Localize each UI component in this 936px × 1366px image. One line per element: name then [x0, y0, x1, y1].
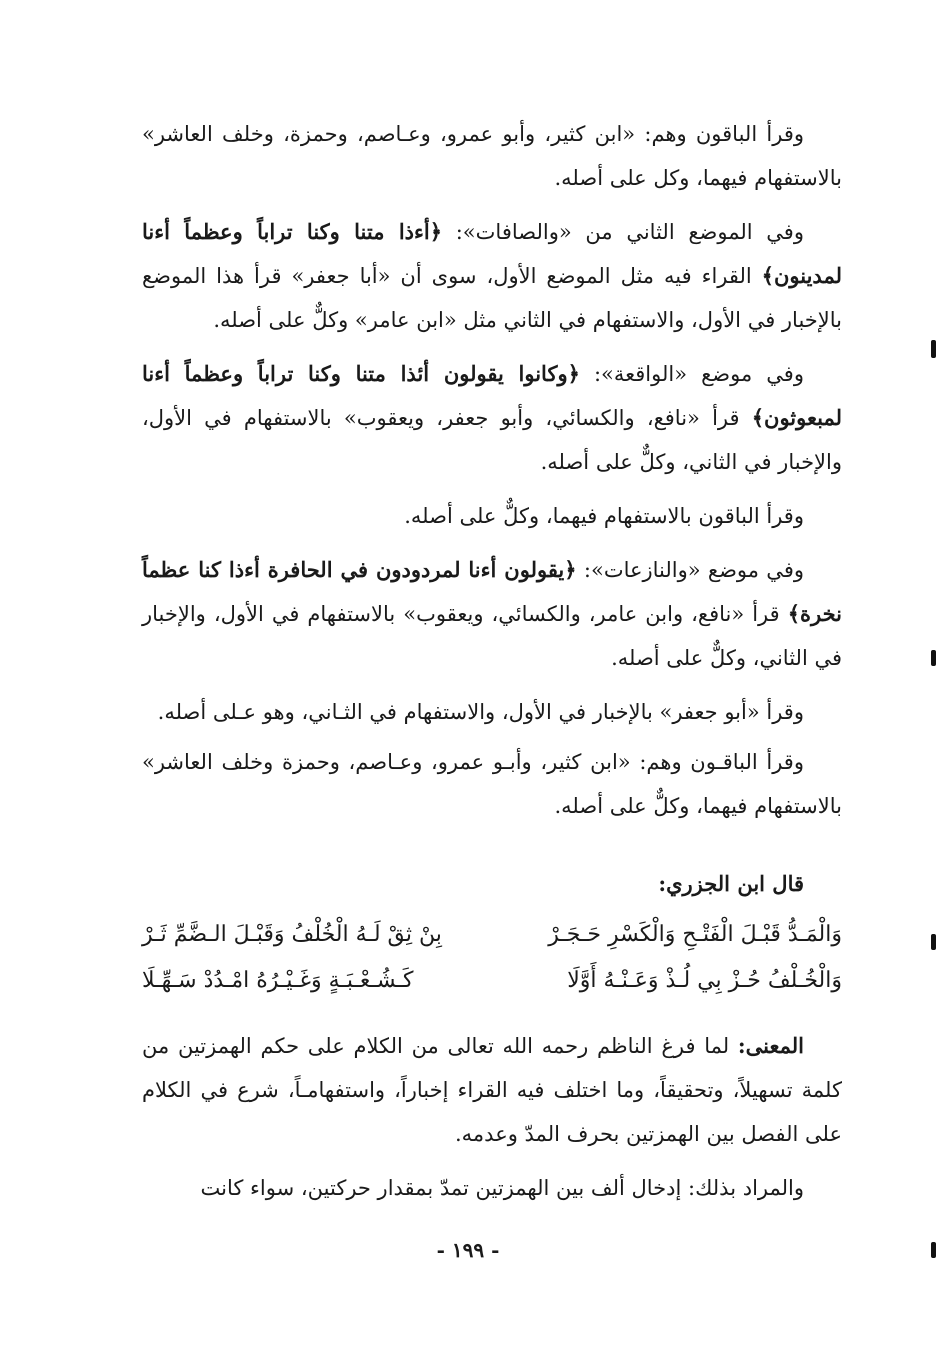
paragraph — [142, 740, 842, 828]
paragraph-text: والمراد بذلك: إدخال ألف بين الهمزتين تمدّ بمقدار حركتين، سواء كانت — [200, 1176, 804, 1200]
paragraph-text: قرأ «نافع، وابن عامر، والكسائي، ويعقوب» بالاستفهام في الأول، والإخبار في الثاني، وكلٌّ على أصله. — [142, 602, 842, 670]
paragraph-text: وقرأ «أبو جعفر» بالإخبار في الأول، والاستفهام في الثـاني، وهو عـلى أصله. — [157, 700, 804, 724]
quran-verse: ﴿يقولون أءنا لمردودون في الحافرة أءذا كنا عظماً نخرة﴾ — [142, 557, 842, 626]
paragraph-text: القراء فيه مثل الموضع الأول، سوى أن «أبا جعفر» قرأ هذا الموضع بالإخبار في الأول، والاستفهام في الثاني مثل «ابن عامر» وكلٌّ على أصله. — [142, 264, 842, 332]
paragraph-text: وقرأ الباقـون وهم: «ابن كثير، وأبـو عمرو، وعـاصم، وحمزة وخلف العاشر» بالاستفهام فيهما، وكلٌّ على أصله. — [142, 750, 842, 818]
paragraph-text: وقرأ الباقون وهم: «ابن كثير، وأبو عمرو، وعـاصم، وحمزة، وخلف العاشر» بالاستفهام فيهما، وكل على أصله. — [142, 122, 842, 190]
quran-verse: ﴿أءذا متنا وكنا تراباً وعظماً أءنا لمدينون﴾ — [142, 219, 842, 288]
page-body — [142, 112, 842, 1220]
poem-hemistich-first: وَالْمَـدُّ قَبْـلَ الْفَتْـحِ وَالْكَسْرِ حَـجَـرْ — [548, 922, 842, 947]
paragraph — [142, 210, 842, 342]
poem — [142, 912, 842, 1004]
paragraph — [142, 1166, 842, 1210]
poem-hemistich-second: كَـشُـعْـبَـةٍ وَغَـيْـرُهُ امْـدُدْ سَـهِّـلَا — [142, 968, 414, 993]
page-number: - ١٩٩ - — [436, 1238, 500, 1262]
poem-hemistich-second: بِنْ ثِقْ لَـهُ الْخُلْفُ وَقَبْـلَ الـضَّمِّ ثَـرْ — [142, 922, 442, 947]
paragraph — [142, 690, 842, 734]
poem-verse — [142, 912, 842, 958]
meaning-label: المعنى: — [737, 1033, 804, 1058]
paragraph-lead: وفي الموضع الثاني من «والصافات»: — [442, 220, 804, 244]
paragraph-text: قرأ «نافع، والكسائي، وأبو جعفر، ويعقوب» بالاستفهام في الأول، والإخبار في الثاني، وكلٌّ على أصله. — [142, 406, 842, 474]
paragraph-text: لما فرغ الناظم رحمه الله تعالى من الكلام على حكم الهمزتين من كلمة تسهيلاً، وتحقيقاً، وما اختلف فيه القراء إخباراً، واستفهامـاً، شرع في الكلام على الفصل بين الهمزتين بحرف المدّ وعدمه. — [142, 1034, 842, 1146]
quran-verse: ﴿وكانوا يقولون أئذا متنا وكنا تراباً وعظماً أءنا لمبعوثون﴾ — [142, 361, 842, 430]
section-heading: قال ابن الجزري: — [658, 871, 804, 896]
paragraph-lead: وفي موضع «والنازعات»: — [576, 558, 804, 582]
scan-edge-mark — [931, 1242, 936, 1258]
scan-edge-mark — [931, 650, 936, 666]
meaning-paragraph — [142, 1024, 842, 1156]
paragraph-lead: وفي موضع «الواقعة»: — [579, 362, 804, 386]
poem-hemistich-first: وَالْخُـلْفُ حُـزْ بِي لُـذْ وَعَـنْـهُ أَوَّلَا — [567, 968, 842, 993]
paragraph — [142, 112, 842, 200]
scan-edge-mark — [931, 934, 936, 950]
paragraph — [142, 494, 842, 538]
paragraph — [142, 548, 842, 680]
paragraph-text: وقرأ الباقون بالاستفهام فيهما، وكلٌّ على أصله. — [404, 504, 804, 528]
poem-verse — [142, 958, 842, 1004]
scan-edge-mark — [931, 340, 936, 358]
paragraph — [142, 352, 842, 484]
